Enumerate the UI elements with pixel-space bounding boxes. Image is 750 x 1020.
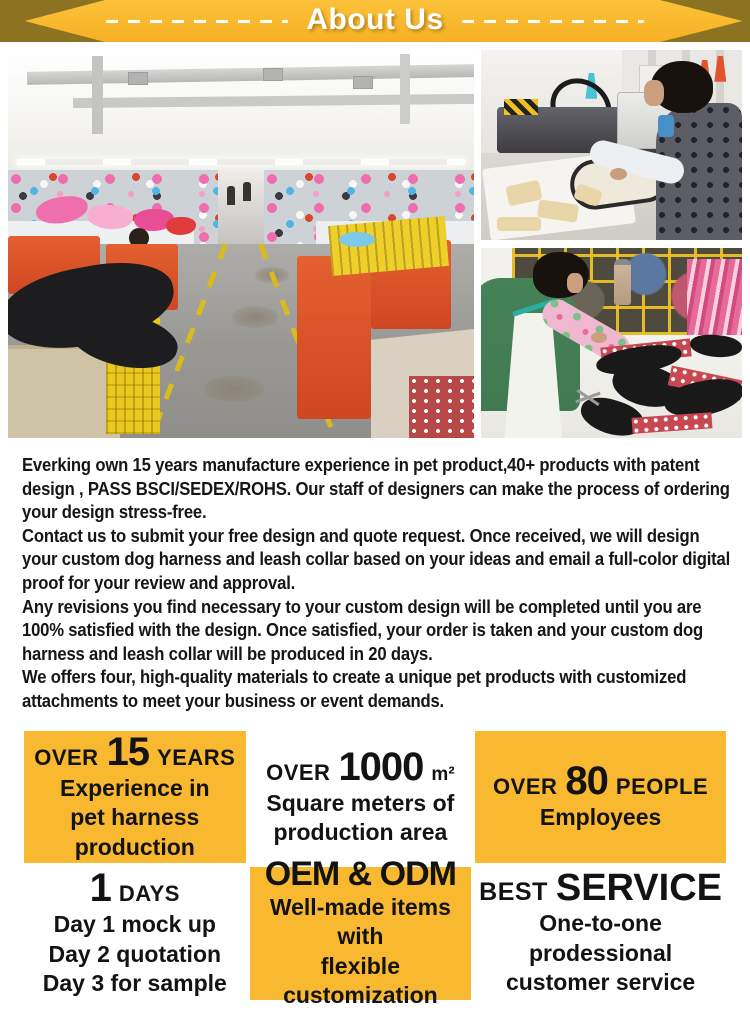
stat-box-people: OVER 80 PEOPLE Employees <box>475 731 726 863</box>
stat-box-area: OVER 1000 m² Square meters of production area <box>266 744 455 845</box>
stats-grid <box>24 729 726 1008</box>
about-paragraph: Everking own 15 years manufacture experience in pet product,40+ products with patent design , PASS BSCI/SEDEX/ROHS. Our staff of designers can make the process of ordering your design stress-free. <box>22 454 730 523</box>
stat-headline: OVER 15 YEARS <box>34 729 236 774</box>
about-description <box>22 453 731 713</box>
stat-headline: OVER 80 PEOPLE <box>493 759 709 804</box>
ceiling-lights <box>17 159 464 165</box>
stat-box-oem-odm: OEM & ODM Well-made items with flexible customization <box>250 867 472 1000</box>
about-paragraph: We offers four, high-quality materials to create a unique pet products with customized attachments to meet your business or event demands. <box>22 666 687 711</box>
stat-headline: 1 DAYS <box>89 866 180 911</box>
factory-floor-photo <box>8 50 474 438</box>
stat-box-service: BEST SERVICE One-to-one prodessional customer service <box>479 867 722 996</box>
red-bin <box>297 256 372 419</box>
stat-headline: OEM & ODM <box>264 854 456 893</box>
cutting-machine-photo <box>481 50 742 240</box>
about-paragraph: Any revisions you find necessary to your custom design will be completed until you are 100% satisfied with the design. Once satisfied, your order is taken and your custom dog harness and leash collar will be produced in 20 days. <box>22 595 704 664</box>
stat-box-years: OVER 15 YEARS Experience in pet harness production <box>24 731 246 863</box>
stat-headline: OVER 1000 m² <box>266 744 455 789</box>
thermos-bottle <box>614 259 631 305</box>
factory-photos <box>8 50 742 438</box>
yellow-basket <box>328 216 448 276</box>
dash-line-right <box>462 20 644 23</box>
dash-line-left <box>106 20 288 23</box>
harness-sewing-photo <box>481 248 742 438</box>
about-paragraph: Contact us to submit your free design and quote request. Once received, we will design your custom dog harness and leash collar based on your ideas and email a full-color digital proof for your review and approval. <box>22 524 731 593</box>
stat-box-days: 1 DAYS Day 1 mock up Day 2 quotation Day 3 for sample <box>42 866 227 997</box>
about-us-banner <box>0 0 750 42</box>
pink-fabric-stack <box>687 259 742 339</box>
section-title: About Us <box>306 3 444 36</box>
stat-headline: BEST SERVICE <box>479 867 722 910</box>
